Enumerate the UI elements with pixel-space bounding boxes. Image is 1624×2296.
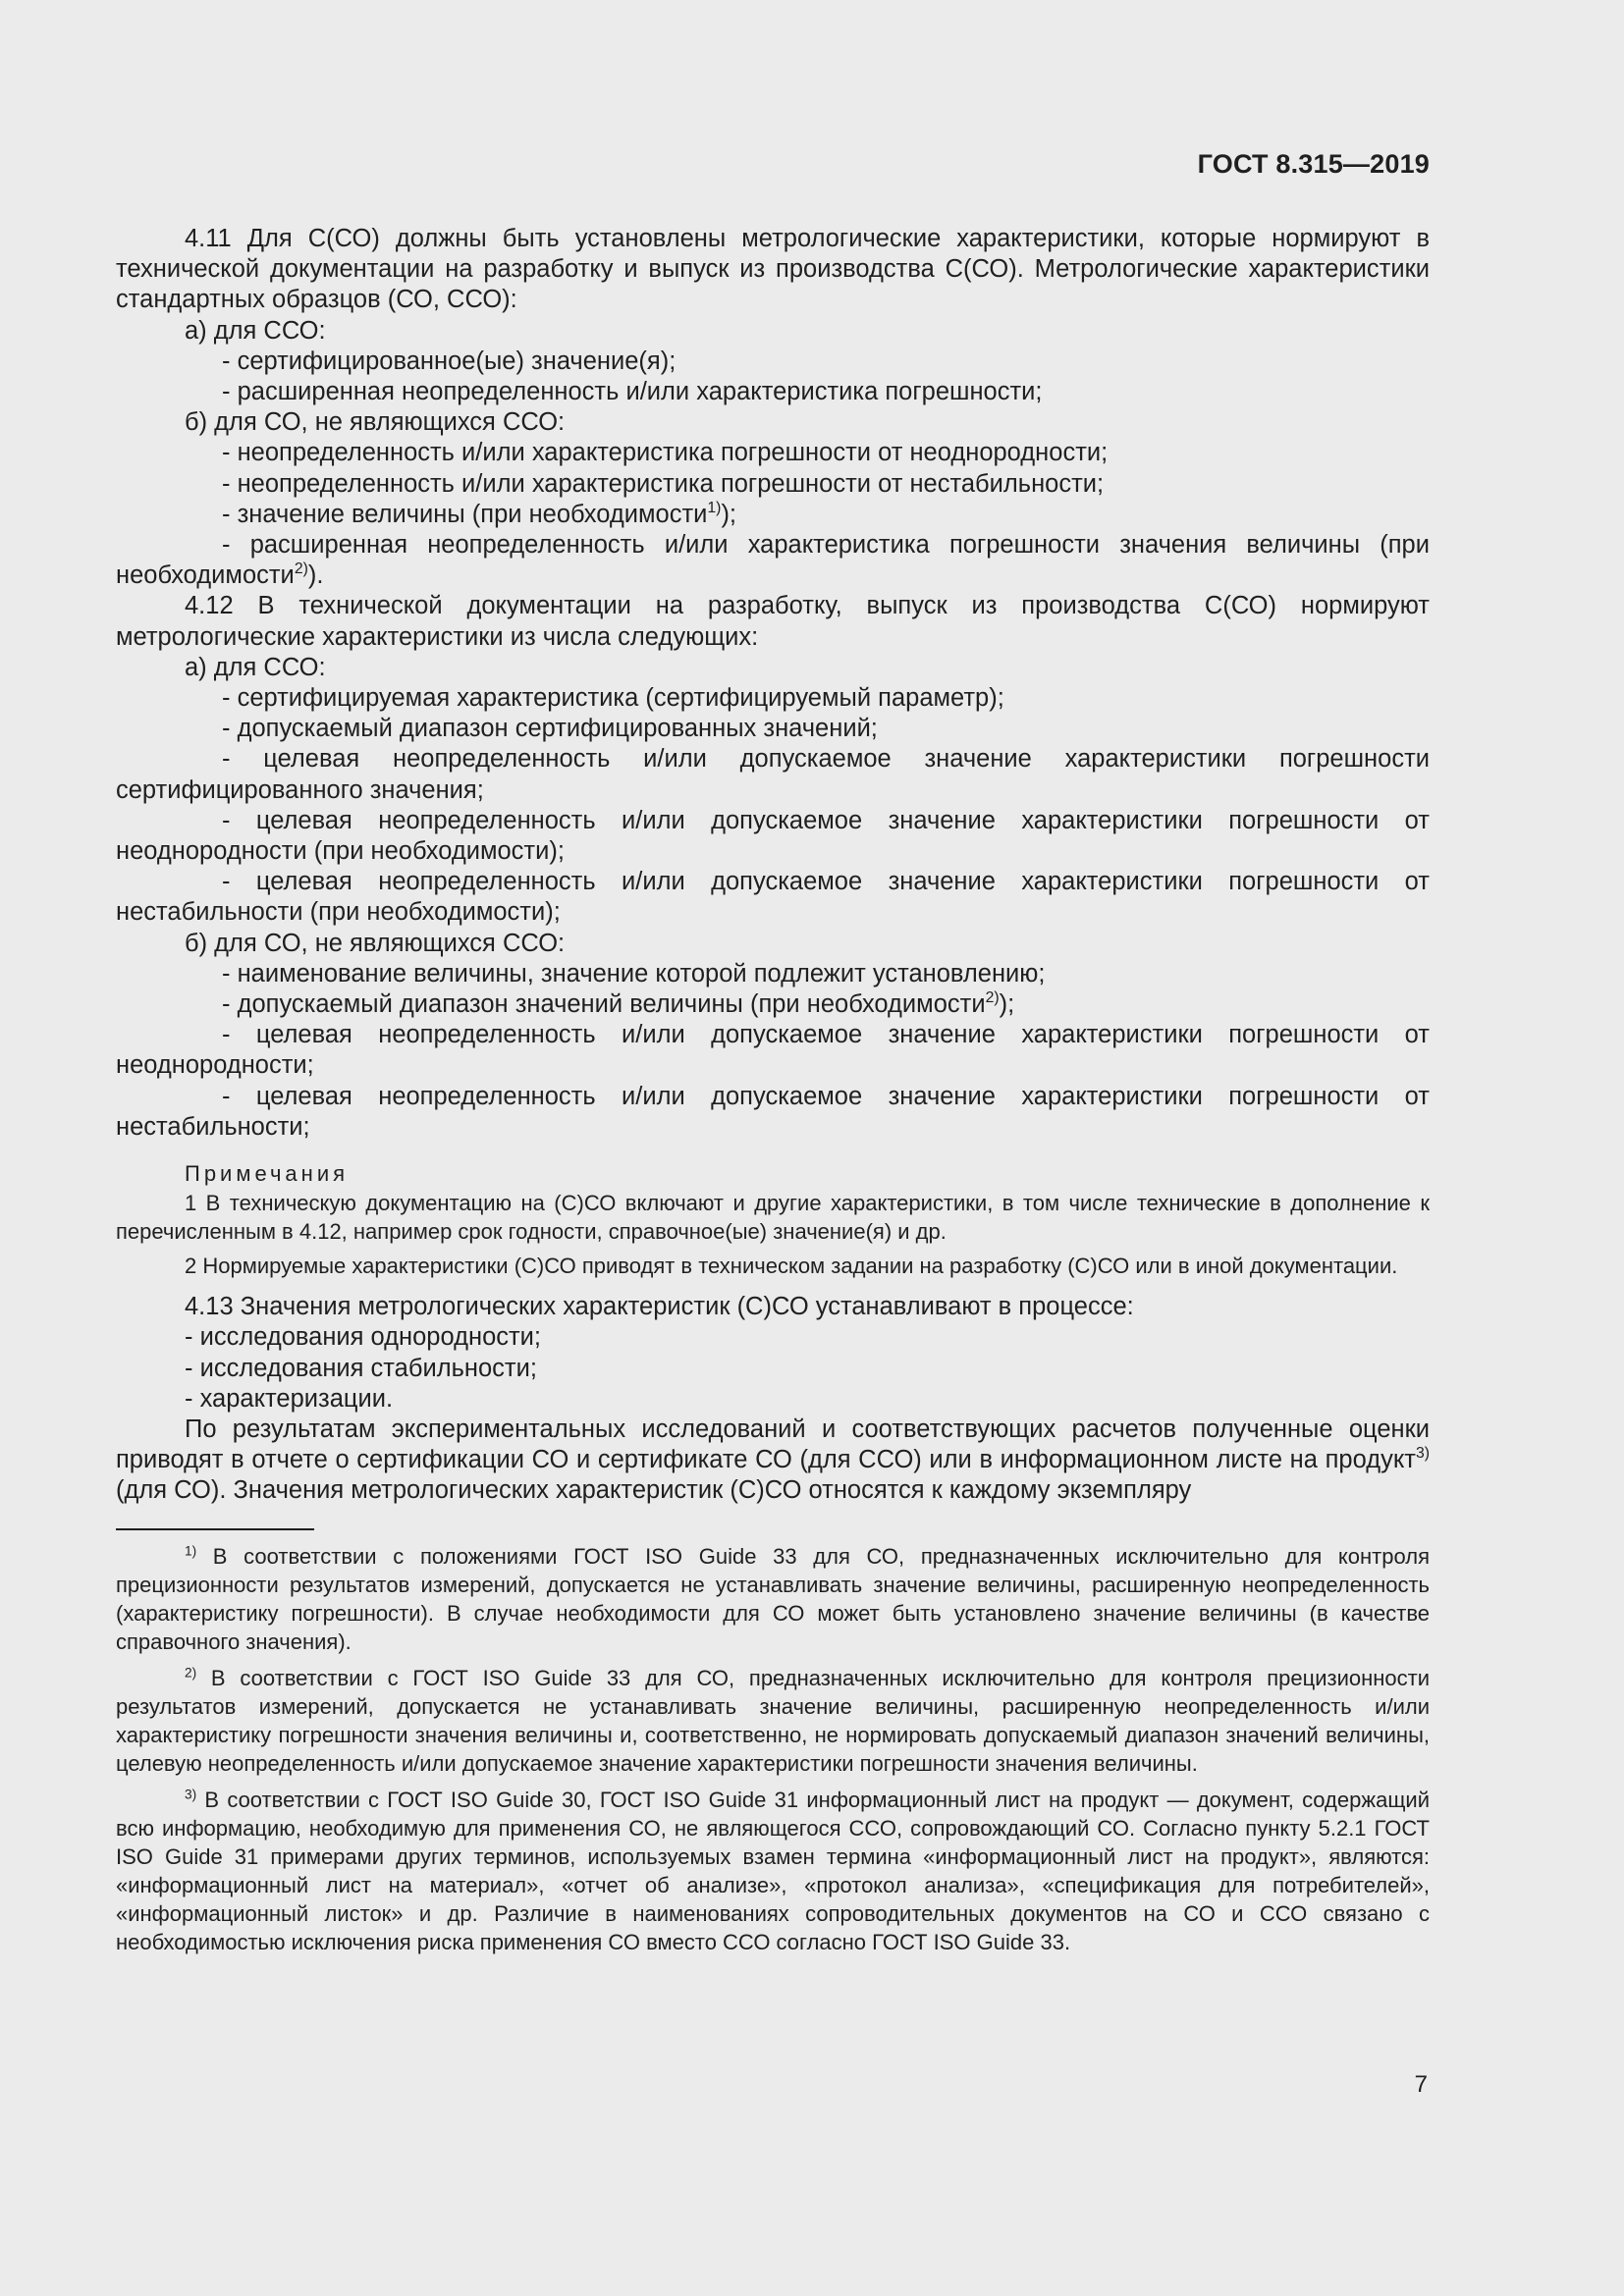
footnote-text: В соответствии с ГОСТ ISO Guide 33 для СО, предназначенных исключительно для контроля прецизионности результатов измерений, допускается не устанавливать значение величины, расширенную неопределенность и/или характеристику погрешности значения величины и, соответственно, не нормировать допускаемый диапазон значений величины, целевую неопределенность и/или допускаемое значение характеристики погрешности значения величины. <box>116 1665 1430 1776</box>
list-item: - допускаемый диапазон сертифицированных значений; <box>222 715 878 743</box>
clause-4-11-intro: 4.11 Для С(СО) должны быть установлены метрологические характеристики, которые нормируют в технической документации на разработку и выпуск из производства С(СО). Метрологические характеристики стандартных образцов (СО, ССО): <box>116 225 1430 314</box>
list-item: - расширенная неопределенность и/или характеристика погрешности; <box>222 378 1043 406</box>
list-item: - целевая неопределенность и/или допускаемое значение характеристики погрешности от нестабильности; <box>116 1082 1430 1141</box>
footnote-ref: 2) <box>985 989 1000 1007</box>
page-number: 7 <box>1414 2071 1428 2098</box>
list-item-text: - расширенная неопределенность и/или характеристика погрешности значения величины (при необходимости <box>116 531 1430 590</box>
document-page <box>116 0 1430 2296</box>
list-item: - целевая неопределенность и/или допускаемое значение характеристики погрешности от неоднородности (при необходимости); <box>116 806 1430 866</box>
list-item-text: - значение величины (при необходимости <box>222 500 708 528</box>
list-item <box>116 500 1430 530</box>
list-item-text: ); <box>999 990 1015 1019</box>
list-item: - характеризации. <box>185 1384 394 1413</box>
footnote-ref: 1) <box>707 500 722 517</box>
footnote-ref: 3) <box>1415 1445 1430 1463</box>
list-item: - исследования однородности; <box>185 1323 542 1352</box>
note-item: 1 В техническую документацию на (С)СО включают и другие характеристики, в том числе технические в дополнение к перечисленным в 4.12, например срок годности, справочное(ые) значение(я) и др. <box>116 1191 1430 1245</box>
paragraph-text: По результатам экспериментальных исследований и соответствующих расчетов полученные оценки приводят в отчете о сертификации СО и сертификате СО (для ССО) или в информационном листе на продукт <box>116 1415 1430 1474</box>
footnote-separator <box>116 1528 314 1530</box>
clause-4-13-paragraph <box>116 1415 1430 1507</box>
list-item <box>116 530 1430 591</box>
footnote-3 <box>116 1786 1430 1956</box>
document-body <box>116 224 1430 1956</box>
clause-4-11-a-heading: а) для ССО: <box>185 316 326 345</box>
clause-4-12-b-heading: б) для СО, не являющихся ССО: <box>185 929 566 957</box>
list-item: - наименование величины, значение которой подлежит установлению; <box>222 959 1046 988</box>
list-item: - сертифицируемая характеристика (сертифицируемый параметр); <box>222 684 1004 713</box>
list-item: - неопределенность и/или характеристика погрешности от неоднородности; <box>222 439 1109 467</box>
footnote-2 <box>116 1664 1430 1778</box>
list-item: - неопределенность и/или характеристика погрешности от нестабильности; <box>222 469 1105 498</box>
list-item <box>116 989 1430 1020</box>
list-item-text: ); <box>721 500 737 528</box>
list-item-text: - допускаемый диапазон значений величины (при необходимости <box>222 990 986 1019</box>
list-item: - целевая неопределенность и/или допускаемое значение характеристики погрешности от нестабильности (при необходимости); <box>116 868 1430 927</box>
note-item: 2 Нормируемые характеристики (С)СО приводят в техническом задании на разработку (С)СО или в иной документации. <box>185 1254 1398 1279</box>
list-item-text: ). <box>307 561 324 590</box>
clause-4-12-intro: 4.12 В технической документации на разработку, выпуск из производства С(СО) нормируют метрологические характеристики из числа следующих: <box>116 592 1430 651</box>
footnote-ref: 2) <box>294 561 308 578</box>
document-header: ГОСТ 8.315—2019 <box>1197 149 1430 179</box>
footnote-mark: 2) <box>185 1665 197 1681</box>
paragraph-text: (для СО). Значения метрологических характеристик (С)СО относятся к каждому экземпляру <box>116 1476 1192 1505</box>
list-item: - целевая неопределенность и/или допускаемое значение характеристики погрешности от неоднородности; <box>116 1021 1430 1080</box>
list-item: - исследования стабильности; <box>185 1354 537 1382</box>
footnote-mark: 1) <box>185 1543 197 1559</box>
clause-4-11-b-heading: б) для СО, не являющихся ССО: <box>185 408 566 437</box>
footnote-1 <box>116 1542 1430 1656</box>
notes-heading: Примечания <box>185 1161 350 1187</box>
footnote-text: В соответствии с ГОСТ ISO Guide 30, ГОСТ ISO Guide 31 информационный лист на продукт — документ, содержащий всю информацию, необходимую для применения СО, не являющегося ССО, сопровождающий СО. Согласно пункту 5.2.1 ГОСТ ISO Guide 31 примерами других терминов, используемых взамен термина «информационный лист на продукт», являются: «информационный лист на материал», «отчет об анализе», «протокол анализа», «спецификация для потребителей», «информационный листок» и др. Различие в наименованиях сопроводительных документов на СО и ССО связано с необходимостью исключения риска применения СО вместо ССО согласно ГОСТ ISO Guide 33. <box>116 1787 1430 1954</box>
footnote-text: В соответствии с положениями ГОСТ ISO Guide 33 для СО, предназначенных исключительно для контроля прецизионности результатов измерений, допускается не устанавливать значение величины, расширенную неопределенность (характеристику погрешности). В случае необходимости для СО может быть установлено значение величины (в качестве справочного значения). <box>116 1543 1430 1654</box>
clause-4-13-intro: 4.13 Значения метрологических характеристик (С)СО устанавливают в процессе: <box>185 1293 1134 1321</box>
list-item: - сертифицированное(ые) значение(я); <box>222 347 677 375</box>
clause-4-12-a-heading: а) для ССО: <box>185 653 326 681</box>
list-item: - целевая неопределенность и/или допускаемое значение характеристики погрешности сертифицированного значения; <box>116 745 1430 804</box>
footnote-mark: 3) <box>185 1787 197 1802</box>
